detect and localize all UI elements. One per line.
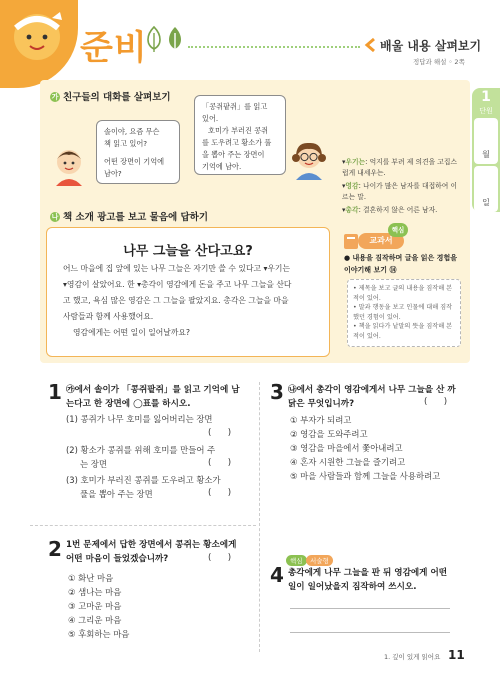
book-line: ▾영감이 살았어요. 한 ▾총각이 영감에게 돈을 주고 나무 그늘을 산다	[63, 280, 292, 289]
textbook-example-text: 말과 행동을 보고 인물에 대해 짐작했던 경험이 있어.	[353, 304, 453, 321]
question-text-line: 는다고 한 장면에 ◯표를 하시오.	[66, 399, 191, 409]
core-tag: 핵심	[388, 223, 408, 237]
answer-writing-line[interactable]	[290, 608, 450, 609]
page-number: 11	[448, 648, 465, 662]
question-3-number: 3	[270, 380, 284, 404]
book-title: 나무 그늘을 산다고요?	[123, 244, 253, 259]
bubble-line: 호미가 부러진 콩쥐	[208, 126, 269, 135]
section-name: 배울 내용 살펴보기	[380, 39, 482, 53]
answer-blank[interactable]: ( )	[208, 428, 232, 438]
speech-bubble-boy	[96, 120, 180, 184]
header-dotted-divider	[188, 46, 360, 48]
textbook-example: • 책을 읽다가 낱말의 뜻을 짐작해 본 적이 있어.	[353, 323, 453, 340]
book-advert-card	[46, 227, 330, 357]
vocabulary-notes	[342, 157, 462, 218]
vocabulary-meaning: : 나이가 많은 남자를 대접하여 이르는 말.	[342, 182, 458, 201]
bubble-line: 「콩쥐팥쥐」를 읽고	[202, 102, 268, 111]
textbook-prompt: ● 내용을 짐작하며 글을 읽은 경험을 이야기해 보기 ⑭	[344, 254, 457, 274]
mascot-icon	[8, 6, 66, 64]
answer-reference: 정답과 해설 ◦ 2쪽	[413, 58, 465, 66]
question-text-line: 닭은 무엇입니까?	[288, 399, 355, 409]
question-2-option[interactable]: ② 샘나는 마음	[68, 587, 122, 597]
part-b-heading-text: 책 소개 광고를 보고 물음에 답하기	[63, 212, 209, 223]
question-4-text	[288, 566, 447, 594]
bubble-line: 어떤 장면이 기억에	[104, 157, 165, 166]
textbook-example: • 말과 행동을 보고 인물에 대해 짐작했던 경험이 있어.	[353, 304, 453, 321]
bubble-line: 을 뽑아 주는 장면이	[202, 150, 265, 159]
question-1-option-3: (3) 호미가 부러진 콩쥐를 도우려고 황소가	[66, 475, 221, 485]
book-line: 영감에게는 어떤 일이 일어날까요?	[73, 328, 191, 337]
textbook-example: • 제목을 보고 글의 내용을 짐작해 본 적이 있어.	[353, 285, 453, 302]
bubble-line: 솔이야, 요즘 무슨	[104, 127, 160, 136]
question-text-line: 1번 문제에서 답한 장면에서 콩쥐는 황소에게	[66, 540, 237, 550]
question-4-number: 4	[270, 563, 284, 587]
question-text-line: 일이 일어났을지 짐작하여 쓰시오.	[288, 582, 417, 592]
bubble-line: 책 읽고 있어?	[104, 139, 148, 148]
question-1-option-1: (1) 콩쥐가 나무 호미를 잃어버리는 장면	[66, 414, 213, 424]
question-3-option[interactable]: ③ 영감을 마을에서 쫓아내려고	[290, 443, 403, 453]
vocabulary-word: 영감	[345, 182, 359, 190]
vocabulary-item: ▾총각: 결혼하지 않은 어른 남자.	[342, 206, 438, 214]
question-2-option[interactable]: ① 화난 마음	[68, 573, 114, 583]
book-line: 사람들과 함께 사용했어요.	[63, 312, 154, 321]
textbook-prompt-text: 내용을 짐작하며 글을 읽은 경험을 이야기해 보기 ⑭	[344, 254, 457, 274]
question-2-option[interactable]: ③ 고마운 마음	[68, 601, 122, 611]
question-divider	[30, 525, 256, 526]
vocabulary-word: 우기는	[345, 158, 366, 166]
question-text-line: ㉯에서 총각이 영감에게서 나무 그늘을 산 까	[288, 385, 456, 395]
question-2-number: 2	[48, 537, 62, 561]
part-a-heading	[50, 89, 171, 103]
textbook-example-text: 책을 읽다가 낱말의 뜻을 짐작해 본 적이 있어.	[353, 323, 453, 340]
book-summary	[63, 261, 323, 341]
question-3-option[interactable]: ⑤ 마을 사람들과 함께 그늘을 사용하려고	[290, 471, 441, 481]
question-text-line: 어떤 마음이 들었겠습니까?	[66, 554, 169, 564]
bubble-line: 기억에 남아.	[202, 162, 242, 171]
answer-writing-line[interactable]	[290, 632, 450, 633]
question-3-option[interactable]: ④ 혼자 시원한 그늘을 즐기려고	[290, 457, 406, 467]
vocabulary-word: 총각	[345, 206, 359, 214]
bubble-line: 남아?	[104, 169, 122, 178]
question-text-line: 총각에게 나무 그늘을 판 뒤 영감에게 어떤	[288, 568, 448, 578]
bubble-line: 있어.	[202, 114, 219, 123]
unit-label: 단원	[479, 107, 493, 115]
question-1-option-2-cont: 는 장면	[80, 459, 107, 469]
vocabulary-item: ▾우기는: 억지를 부려 제 의견을 고집스럽게 내세우는.	[342, 158, 458, 177]
month-field[interactable]	[474, 118, 498, 164]
question-2-option[interactable]: ⑤ 후회하는 마음	[68, 629, 130, 639]
vocabulary-meaning: : 결혼하지 않은 어른 남자.	[358, 206, 438, 214]
question-1-number: 1	[48, 380, 62, 404]
vocabulary-meaning: : 억지를 부려 제 의견을 고집스럽게 내세우는.	[342, 158, 458, 177]
unit-number: 1	[481, 89, 491, 105]
part-a-heading-text: 친구들의 대화를 살펴보기	[63, 92, 171, 103]
answer-blank[interactable]: ( )	[208, 458, 232, 468]
textbook-examples	[347, 279, 461, 347]
book-line: 어느 마을에 집 앞에 있는 나무 그늘은 자기만 쓸 수 있다고 ▾우기는	[63, 264, 290, 273]
leaf-icon	[164, 25, 186, 53]
chevron-left-icon	[364, 37, 376, 53]
vocabulary-item: ▾영감: 나이가 많은 남자를 대접하여 이르는 말.	[342, 182, 458, 201]
answer-blank[interactable]: ( )	[208, 488, 232, 498]
month-label: 월	[482, 150, 490, 159]
day-label: 일	[482, 198, 490, 207]
question-text-line: ㉮에서 솔이가 「콩쥐팥쥐」를 읽고 기억에 남	[66, 385, 240, 395]
essay-tag: 서술형	[306, 555, 333, 566]
speech-bubble-girl	[194, 95, 286, 175]
book-line: 고 했고, 욕심 많은 영감은 그 그늘을 팔았지요. 총각은 그늘을 마을	[63, 296, 289, 305]
question-3-option[interactable]: ① 부자가 되려고	[290, 415, 352, 425]
answer-blank[interactable]: ( )	[424, 397, 448, 407]
textbook-label: 교과서	[358, 233, 404, 249]
question-1-option-2: (2) 황소가 콩쥐를 위해 호미를 만들어 주	[66, 445, 216, 455]
leaf-icon	[143, 25, 165, 53]
footer-unit-title: 1. 깊이 있게 읽어요	[384, 653, 441, 661]
question-2-option[interactable]: ④ 그리운 마음	[68, 615, 122, 625]
bubble-line: 를 도우려고 황소가 풀	[202, 138, 272, 147]
part-b-badge: 나	[51, 213, 59, 221]
question-1-option-3-cont: 풀을 뽑아 주는 장면	[80, 489, 153, 499]
question-3-option[interactable]: ② 영감을 도와주려고	[290, 429, 368, 439]
boy-avatar	[52, 146, 86, 186]
answer-blank[interactable]: ( )	[208, 553, 232, 563]
part-a-badge: 가	[51, 93, 59, 101]
column-divider	[259, 382, 260, 652]
textbook-example-text: 제목을 보고 글의 내용을 짐작해 본 적이 있어.	[353, 285, 453, 302]
page-title: 준비	[80, 28, 148, 68]
question-1-text	[66, 383, 240, 411]
part-b-heading	[50, 209, 208, 223]
core-tag: 핵심	[286, 555, 307, 566]
girl-avatar	[292, 140, 326, 180]
day-field[interactable]	[474, 166, 498, 212]
